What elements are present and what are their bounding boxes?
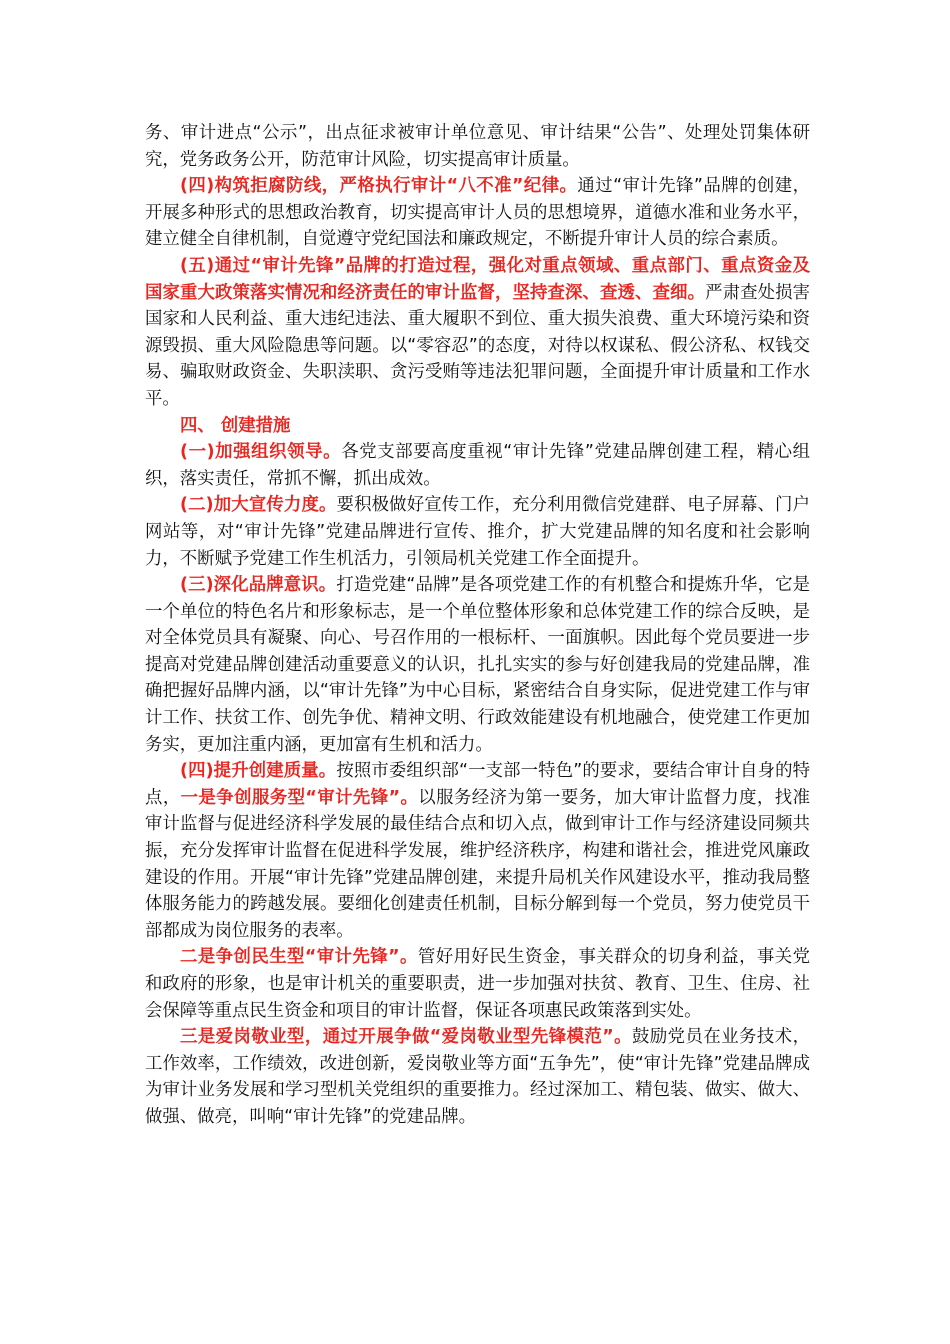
paragraph-publicity <box>145 492 810 572</box>
paragraph-text: 打造党建“品牌”是各项党建工作的有机整合和提炼升华，它是一个单位的特色名片和形象标志，是一个单位整体形象和总体党建工作的综合反映，是对全体党员具有凝聚、向心、号召作用的一根标杆、一面旗帜。因此每个党员要进一步提高对党建品牌创建活动重要意义的认识，扎扎实实的参与好创建我局的党建品牌，准确把握好品牌内涵，以“审计先锋”为中心目标，紧密结合自身实际，促进党建工作与审计工作、扶贫工作、创先争优、精神文明、行政效能建设有机地融合，使党建工作更加务实，更加注重内涵，更加富有生机和活力。 <box>145 575 810 755</box>
paragraph-lead-red: (五)通过“审计先锋”品牌的打造过程，强化对重点领域、重点部门、重点资金及国家重大政策落实情况和经济责任的审计监督，坚持查深、查透、查细。 <box>145 255 810 303</box>
paragraph-text: 严肃查处损害国家和人民利益、重大违纪违法、重大履职不到位、重大损失浪费、重大环境污染和资源毁损、重大风险隐患等问题。以“零容忍”的态度，对待以权谋私、假公济私、权钱交易、骗取财政资金、失职渎职、贪污受贿等违法犯罪问题，全面提升审计质量和工作水平。 <box>145 282 810 409</box>
paragraph-text: 按照市委组织部“一支部一特色”的要求，要结合审计自身的特点， <box>145 761 810 808</box>
paragraph-text: 要积极做好宣传工作，充分利用微信党建群、电子屏幕、门户网站等，对“审计先锋”党建品牌进行宣传、推介，扩大党建品牌的知名度和社会影响力，不断赋予党建工作生机活力，引领局机关党建工作全面提升。 <box>145 495 810 569</box>
paragraph-text: 管好用好民生资金，事关群众的切身利益，事关党和政府的形象，也是审计机关的重要职责，进一步加强对扶贫、教育、卫生、住房、社会保障等重点民生资金和项目的审计监督，保证各项惠民政策落到实处。 <box>145 947 810 1021</box>
paragraph-quality <box>145 758 810 944</box>
paragraph-text: 通过“审计先锋”品牌的创建，开展多种形式的思想政治教育，切实提高审计人员的思想境界，道德水准和业务水平，建立健全自律机制，自觉遵守党纪国法和廉政规定，不断提升审计人员的综合素质。 <box>145 176 810 250</box>
paragraph-brand-awareness <box>145 572 810 758</box>
section-heading-text: 四、 创建措施 <box>180 415 291 436</box>
paragraph-dedication <box>145 1024 810 1130</box>
paragraph-lead-red: (二)加大宣传力度。 <box>180 495 337 516</box>
paragraph-text: 各党支部要高度重视“审计先锋”党建品牌创建工程，精心组织，落实责任，常抓不懈，抓出成效。 <box>145 442 810 489</box>
paragraph-lead-red: 三是爱岗敬业型，通过开展争做“爱岗敬业型先锋模范”。 <box>180 1027 632 1048</box>
paragraph-inline-red: 一是争创服务型“审计先锋”。 <box>180 787 419 808</box>
paragraph-lead-red: 二是争创民生型“审计先锋”。 <box>180 947 418 968</box>
paragraph-text: 务、审计进点“公示”，出点征求被审计单位意见、审计结果“公告”、处理处罚集体研究，党务政务公开，防范审计风险，切实提高审计质量。 <box>145 123 810 170</box>
paragraph-livelihood <box>145 944 810 1024</box>
paragraph-intro <box>145 120 810 173</box>
paragraph-leadership <box>145 439 810 492</box>
paragraph-audit-supervision <box>145 253 810 413</box>
document-body <box>145 120 810 1131</box>
paragraph-lead-red: (一)加强组织领导。 <box>180 442 342 463</box>
paragraph-lead-red: (四)提升创建质量。 <box>180 761 337 782</box>
paragraph-text: 鼓励党员在业务技术，工作效率，工作绩效，改进创新，爱岗敬业等方面“五争先”，使“审计先锋”党建品牌成为审计业务发展和学习型机关党组织的重要推力。经过深加工、精包装、做实、做大、做强、做亮，叫响“审计先锋”的党建品牌。 <box>145 1027 810 1127</box>
section-heading <box>145 413 810 440</box>
paragraph-text: 以服务经济为第一要务，加大审计监督力度，找准审计监督与促进经济科学发展的最佳结合点和切入点，做到审计工作与经济建设同频共振，充分发挥审计监督在促进科学发展，维护经济秩序，构建和谐社会，推进党风廉政建设的作用。开展“审计先锋”党建品牌创建，来提升局机关作风建设水平，推动我局整体服务能力的跨越发展。要细化创建责任机制，目标分解到每一个党员，努力使党员干部都成为岗位服务的表率。 <box>145 787 810 941</box>
paragraph-lead-red: (三)深化品牌意识。 <box>180 575 337 596</box>
paragraph-anti-corruption <box>145 173 810 253</box>
paragraph-lead-red: (四)构筑拒腐防线，严格执行审计“八不准”纪律。 <box>180 176 578 197</box>
